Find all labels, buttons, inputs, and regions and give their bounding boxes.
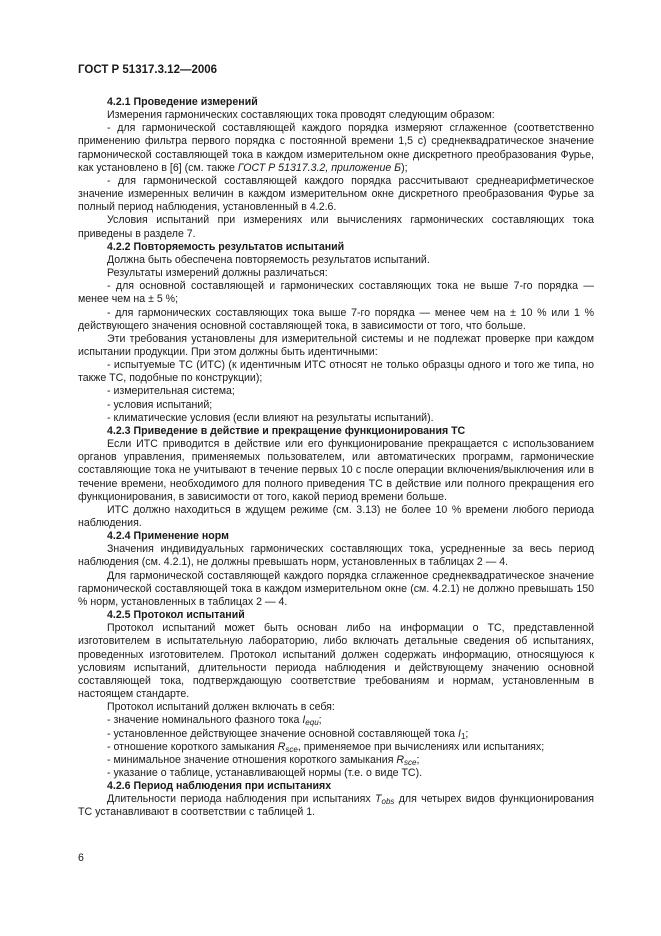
list-item: - для гармонической составляющей каждого порядка рассчитывают среднеарифметическое значение измеренных величин в каждом измерительном окне дискретного преобразования Фурье за полный период наблюдения, установленный в 4.2.6. <box>78 174 594 214</box>
list-item: - минимальное значение отношения короткого замыкания $R_{sce}$; <box>107 753 420 767</box>
paragraph: Измерения гармонических составляющих тока проводят следующим образом: <box>107 109 495 122</box>
paragraph: Для гармонической составляющей каждого порядка сглаженное среднеквадратическое значение гармонической составляющей тока в каждом измерительном окне (см. 4.2.1) не должно превышать 150 % норм, установленных в таблицах 2 — 4. <box>78 569 594 608</box>
list-item: - отношение короткого замыкания $R_{sce}$, применяемое при вычислениях или испытаниях; <box>107 740 545 754</box>
section-heading: 4.2.4 Применение норм <box>107 530 229 543</box>
list-item: - климатические условия (если влияют на результаты испытаний). <box>107 411 434 424</box>
list-item: - измерительная система; <box>107 385 235 398</box>
document-body <box>78 96 594 820</box>
list-item: - указание о таблице, устанавливающей нормы (т.е. о виде ТС). <box>107 766 423 779</box>
paragraph: Эти требования установлены для измерительной системы и не подлежат проверке при каждом испытании продукции. При этом должны быть идентичными: <box>78 332 594 358</box>
paragraph: Если ИТС приводится в действие или его функционирование прекращается с использованием органов управления, применяемых пользователем, или автоматических программ, гармонические составляющие тока не учитывают в течение первых 10 с после операции включения/выключения или в течение времени, необходимого для полного приведения ТС в действие или полного прекращения его функционирования, в зависимости от того, какой период времени больше. <box>78 438 594 503</box>
paragraph: ИТС должно находиться в ждущем режиме (см. 3.13) не более 10 % времени любого периода наблюдения. <box>78 503 594 529</box>
standard-header: ГОСТ Р 51317.3.12—2006 <box>78 64 218 76</box>
section-heading: 4.2.5 Протокол испытаний <box>107 609 245 622</box>
paragraph: Длительности периода наблюдения при испытаниях $T_{obs}$ для четырех видов функционирования ТС устанавливают в соответствии с таблицей 1. <box>78 793 594 819</box>
list-item: - для основной составляющей и гармонических составляющих тока не выше 7-го порядка — менее чем на ± 5 %; <box>78 280 594 306</box>
section-heading: 4.2.1 Проведение измерений <box>107 96 258 108</box>
list-item: - для гармонических составляющих тока выше 7-го порядка — менее чем на ± 10 % или 1 % действующего значения основной составляющей тока, в зависимости от того, что больше. <box>78 306 594 332</box>
paragraph: Условия испытаний при измерениях или вычислениях гармонических составляющих тока приведены в разделе 7. <box>78 214 594 240</box>
list-item: - условия испытаний; <box>107 398 213 411</box>
paragraph: Протокол испытаний может быть основан либо на информации о ТС, представленной изготовителем в испытательную лабораторию, либо включать детальные сведения об испытаниях, проведенных изготовителем. Протокол испытаний должен содержать информацию, относящуюся к условиям испытаний, длительности периода наблюдения и действующему значению основной составляющей тока, подтверждающую соответствие требованиям и нормам, установленным в настоящем стандарте. <box>78 622 594 701</box>
paragraph: Протокол испытаний должен включать в себя: <box>107 701 335 714</box>
list-item: - испытуемые ТС (ИТС) (к идентичным ИТС относят не только образцы одного и того же типа, но также ТС, подобные по конструкции); <box>78 359 594 385</box>
list-item: - значение номинального фазного тока $I_{equ}$; <box>107 714 322 728</box>
paragraph: Результаты измерений должны различаться: <box>107 267 328 280</box>
paragraph: Значения индивидуальных гармонических составляющих тока, усредненные за весь период наблюдения (см. 4.2.1), не должны превышать норм, установленных в таблицах 2 — 4. <box>78 543 594 569</box>
page-number: 6 <box>78 852 84 864</box>
paragraph: Должна быть обеспечена повторяемость результатов испытаний. <box>107 253 430 266</box>
list-item: - установленное действующее значение основной составляющей тока $I_1$; <box>107 727 469 741</box>
section-heading: 4.2.6 Период наблюдения при испытаниях <box>107 780 332 793</box>
section-heading: 4.2.2 Повторяемость результатов испытаний <box>107 240 345 253</box>
section-heading: 4.2.3 Приведение в действие и прекращение функционирования ТС <box>107 424 466 437</box>
list-item: - для гармонической составляющей каждого порядка измеряют сглаженное (соответственно применению фильтра первого порядка с постоянной времени 1,5 с) среднеквадратическое значение гармонической составляющей тока в каждом измерительном окне дискретного преобразования Фурье, как установлено в [6] (см. также ГОСТ Р 51317.3.2, приложение Б); <box>78 122 594 174</box>
